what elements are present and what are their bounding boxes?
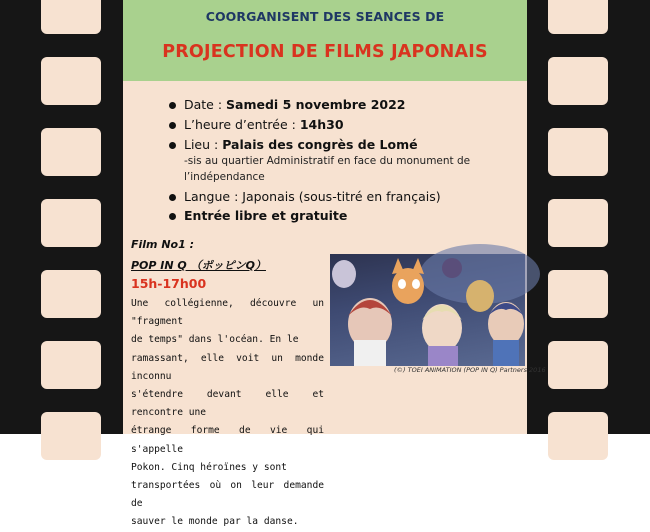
film-perforation [548, 57, 608, 105]
bullet-icon [169, 122, 176, 129]
film-title: POP IN Q （ポッピンQ） [131, 259, 266, 272]
header-line-1: COORGANISENT DES SEANCES DE [205, 9, 445, 24]
synopsis-line: Une collégienne, découvre un "fragment [131, 298, 324, 328]
film-synopsis [131, 295, 324, 532]
synopsis-line: s'étendre devant elle et rencontre une [131, 389, 324, 419]
anime-characters-illustration [330, 254, 525, 366]
place-label: Lieu : [184, 137, 223, 152]
film-heading: Film No1 : [131, 238, 194, 251]
film-perforation [548, 0, 608, 34]
poster [123, 0, 546, 528]
film-perforation [548, 270, 608, 318]
header-title: PROJECTION DE FILMS JAPONAIS [162, 42, 488, 62]
film-perforation [41, 0, 101, 34]
date-label: Date : [184, 97, 227, 112]
bullet-icon [169, 142, 176, 149]
film-perforation [41, 412, 101, 460]
film-perforation [41, 128, 101, 176]
bullet-icon [169, 102, 176, 109]
place-note-line-1: -sis au quartier Administratif en face du monument de [184, 155, 471, 167]
image-caption: (©) TOEI ANIMATION (POP IN Q) Partners 2016 [394, 366, 546, 374]
time-label: L’heure d’entrée : [184, 117, 300, 132]
film-perforation [548, 412, 608, 460]
film-time: 15h-17h00 [131, 276, 207, 291]
film-perforation [548, 128, 608, 176]
synopsis-line: ramassant, elle voit un monde inconnu [131, 352, 324, 382]
film-still-image [330, 254, 525, 366]
film-perforation [41, 57, 101, 105]
synopsis-line: Pokon. Cinq héroïnes y sont [131, 461, 287, 473]
time-value: 14h30 [299, 117, 344, 132]
film-perforation [548, 199, 608, 247]
bullet-icon [169, 213, 176, 220]
film-perforation [41, 199, 101, 247]
bullet-icon [169, 194, 176, 201]
synopsis-line: étrange forme de vie qui s'appelle [131, 425, 324, 455]
language-text: Langue : Japonais (sous-titré en français) [184, 189, 441, 204]
film-strip-left [0, 0, 123, 434]
date-value: Samedi 5 novembre 2022 [226, 97, 406, 112]
place-value: Palais des congrès de Lomé [222, 137, 418, 152]
film-perforation [548, 341, 608, 389]
synopsis-line: de temps" dans l'océan. En le [131, 334, 299, 346]
place-note-line-2: l’indépendance [184, 171, 265, 183]
film-perforation [41, 341, 101, 389]
synopsis-line: sauver le monde par la danse. [131, 516, 299, 528]
film-perforation [41, 270, 101, 318]
synopsis-line: transportées où on leur demande de [131, 480, 324, 510]
entry-text: Entrée libre et gratuite [184, 208, 348, 223]
header-banner [123, 0, 527, 81]
